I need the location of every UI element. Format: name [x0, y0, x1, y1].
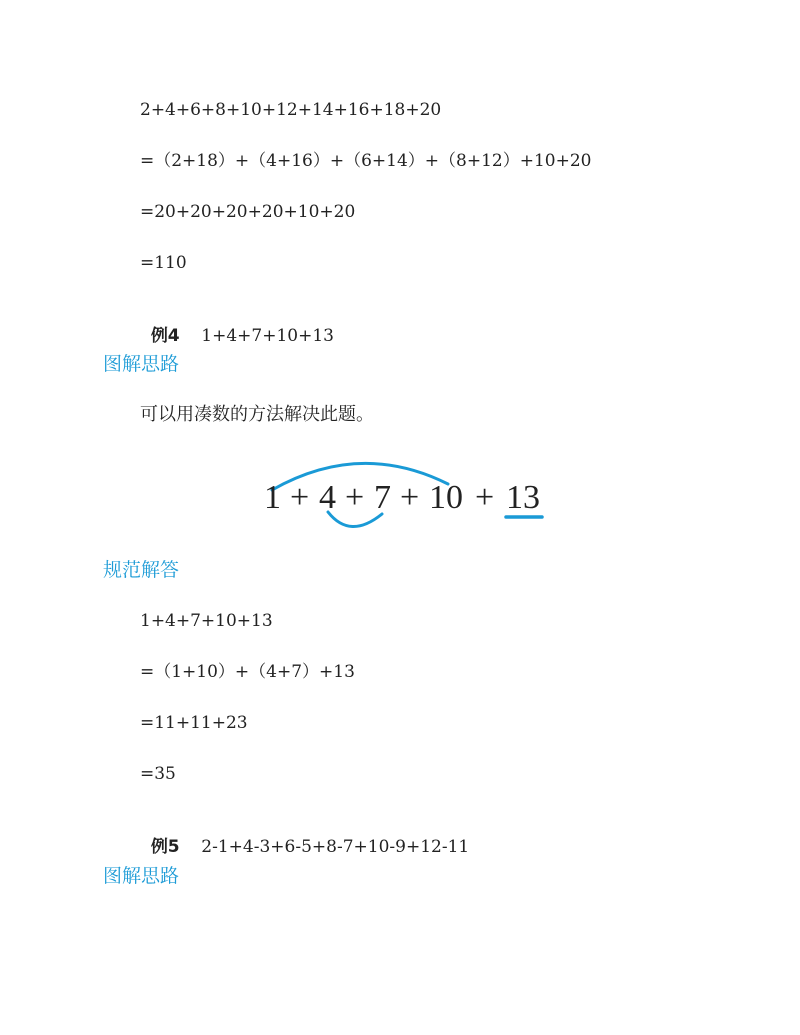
- section-heading: 规范解答: [103, 559, 180, 581]
- example-5: [140, 814, 469, 858]
- example-expression: 1+4+7+10+13: [201, 326, 334, 346]
- expr-token: 10: [429, 479, 463, 516]
- step-line: =110: [140, 253, 187, 273]
- pairing-diagram: [250, 450, 550, 540]
- expr-token: +: [400, 479, 420, 516]
- expr-token: +: [290, 479, 310, 516]
- expr-token: 4: [319, 479, 336, 516]
- step-line: =11+11+23: [140, 713, 248, 733]
- example-expression: 2-1+4-3+6-5+8-7+10-9+12-11: [201, 837, 470, 857]
- expr-token: 1: [264, 479, 281, 516]
- step-line: 2+4+6+8+10+12+14+16+18+20: [140, 100, 442, 120]
- section-heading: 图解思路: [103, 353, 180, 375]
- step-line: =35: [140, 764, 176, 784]
- expr-token: +: [475, 479, 495, 516]
- expr-token: 13: [506, 479, 540, 516]
- step-line: 1+4+7+10+13: [140, 611, 273, 631]
- step-line: =（1+10）+（4+7）+13: [140, 662, 355, 682]
- example-label: 例4: [150, 326, 180, 346]
- example-4: [140, 303, 334, 347]
- section-heading: 图解思路: [103, 865, 180, 887]
- expr-token: +: [345, 479, 365, 516]
- step-line: =20+20+20+20+10+20: [140, 202, 356, 222]
- explanation-text: 可以用凑数的方法解决此题。: [140, 404, 374, 425]
- example-label: 例5: [150, 837, 180, 857]
- step-line: =（2+18）+（4+16）+（6+14）+（8+12）+10+20: [140, 151, 592, 171]
- expr-token: 7: [374, 479, 391, 516]
